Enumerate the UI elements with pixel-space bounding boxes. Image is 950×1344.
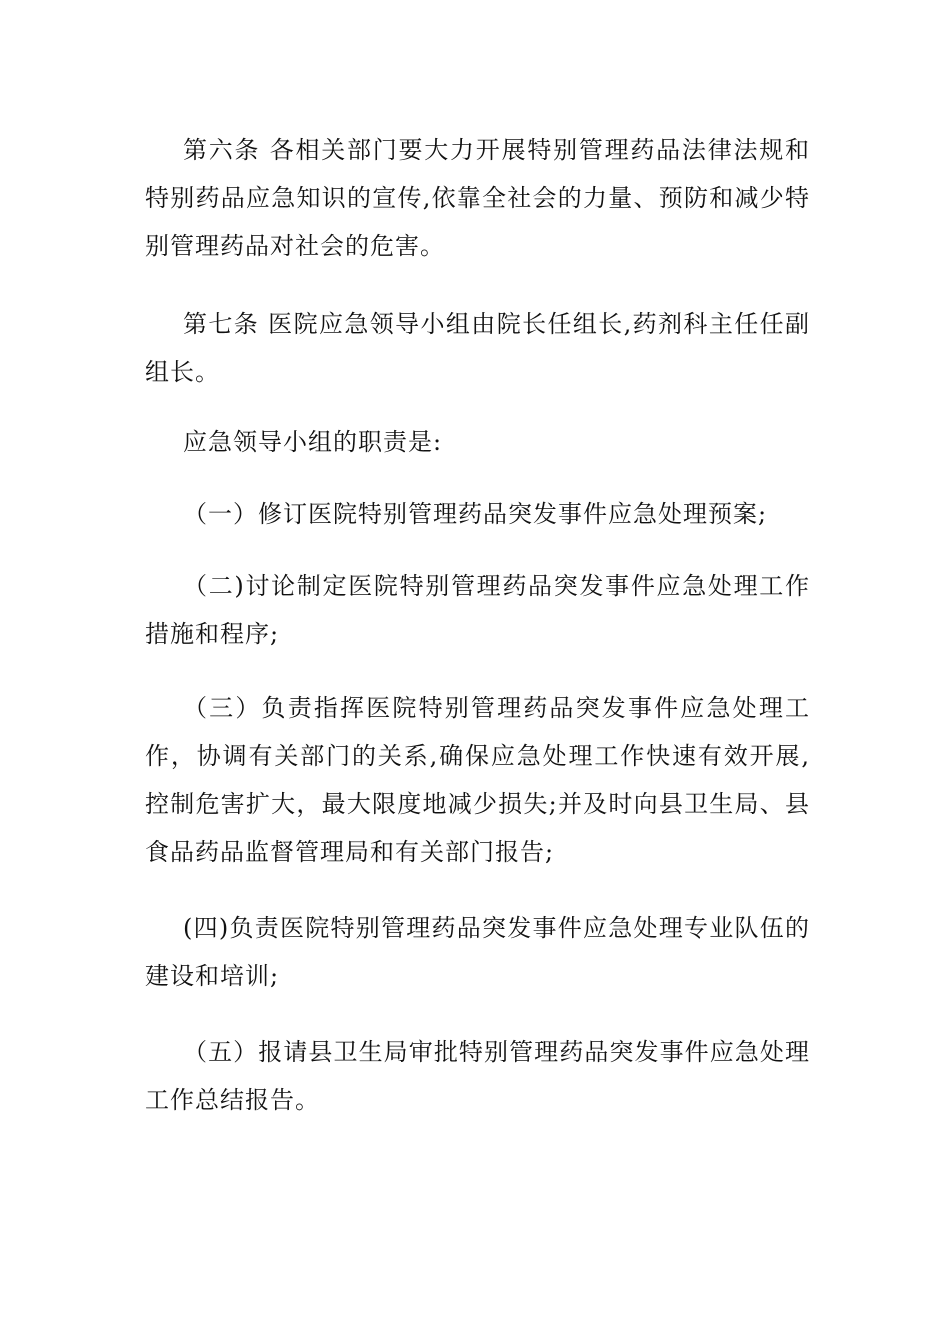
duty-item-5: （五）报请县卫生局审批特别管理药品突发事件应急处理工作总结报告。	[145, 1038, 810, 1114]
duties-heading-paragraph: 应急领导小组的职责是:	[183, 428, 443, 456]
duty-item-2: （二)讨论制定医院特别管理药品突发事件应急处理工作措施和程序;	[145, 572, 810, 648]
duty-item-1: （一）修订医院特别管理药品突发事件应急处理预案;	[183, 500, 768, 528]
duty-item-3: （三）负责指挥医院特别管理药品突发事件应急处理工作，协调有关部门的关系,确保应急处理工作快速有效开展,控制危害扩大，最大限度地减少损失;并及时向县卫生局、县食品药品监督管理局和有关部门报告;	[145, 694, 810, 866]
article-6-paragraph: 第六条 各相关部门要大力开展特别管理药品法律法规和特别药品应急知识的宣传,依靠全社会的力量、预防和减少特别管理药品对社会的危害。	[145, 136, 810, 260]
article-7-paragraph: 第七条 医院应急领导小组由院长任组长,药剂科主任任副组长。	[145, 310, 810, 386]
duty-item-4: (四)负责医院特别管理药品突发事件应急处理专业队伍的建设和培训;	[145, 914, 810, 990]
